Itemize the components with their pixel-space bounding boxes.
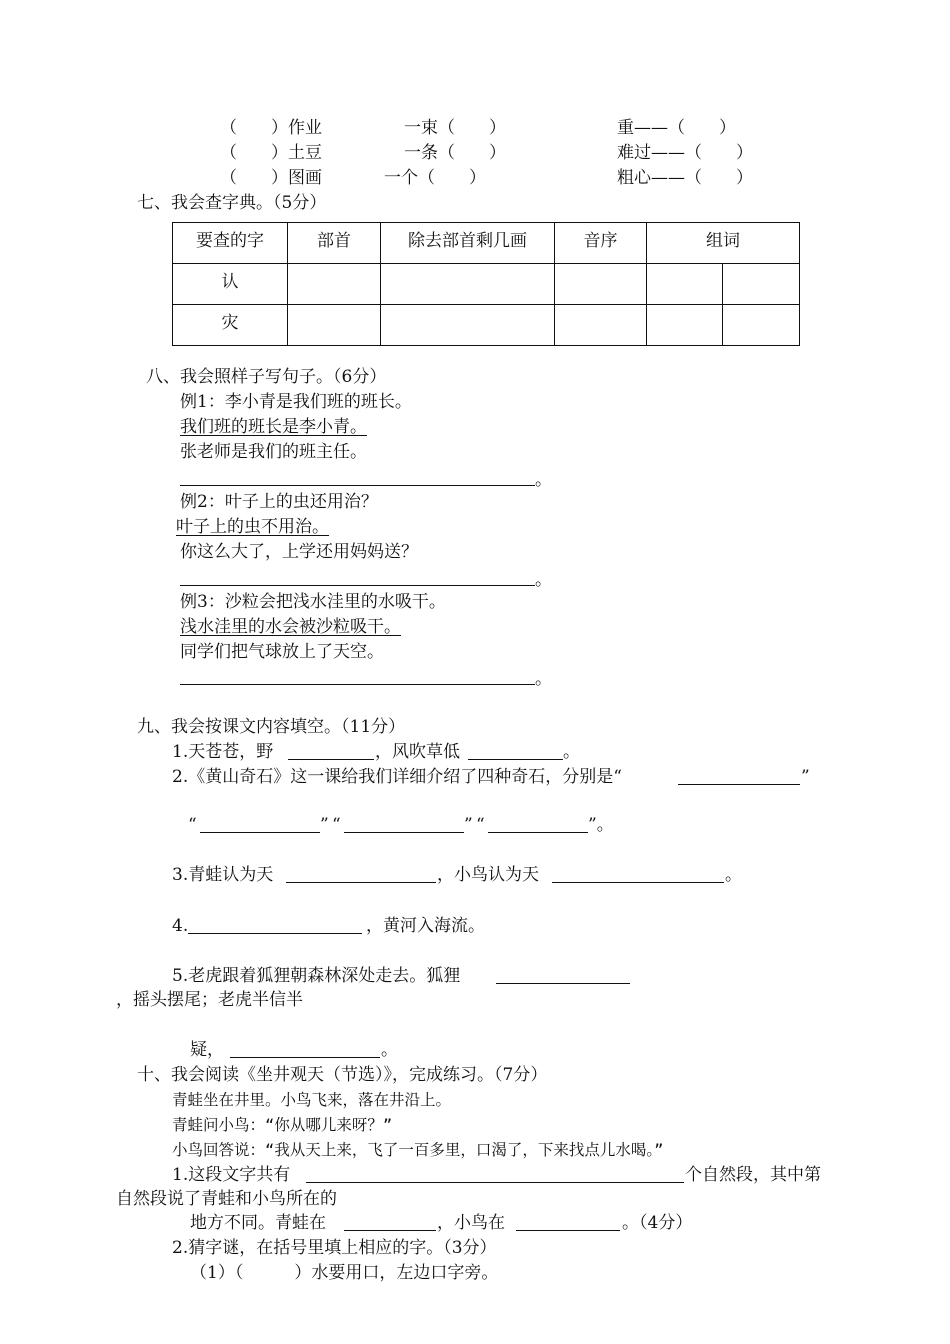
- question-3: 同学们把气球放上了天空。: [180, 642, 384, 662]
- sec10-title: 十、我会阅读《坐井观天（节选）》，完成练习。（7分）: [137, 1065, 548, 1085]
- read-q2: 2.猜字谜，在括号里填上相应的字。（3分）: [172, 1238, 497, 1258]
- blank-5a[interactable]: [496, 983, 630, 984]
- sec6-row2-c: 难过——（ ）: [617, 143, 753, 163]
- blank-2d[interactable]: [488, 832, 588, 833]
- example-3-answer: 浅水洼里的水会被沙粒吸干。: [180, 617, 401, 637]
- fill-3b: ，小鸟认为天: [437, 865, 539, 885]
- blank-3a[interactable]: [286, 882, 436, 883]
- quote-open: “: [476, 815, 485, 835]
- blank-cell[interactable]: [381, 305, 555, 346]
- fill-1b: ，风吹草低: [375, 742, 460, 762]
- table-row: [173, 305, 800, 346]
- example-1-answer: 我们班的班长是李小青。: [180, 417, 367, 437]
- sec7-title: 七、我会查字典。（5分）: [137, 193, 327, 213]
- sec6-row3-a: （ ）图画: [220, 168, 322, 188]
- blank-2a[interactable]: [678, 784, 800, 785]
- riddle-1: （1）（ ）水要用口，左边口字旁。: [190, 1263, 499, 1283]
- fill-3c: 。: [725, 865, 742, 885]
- read-q1a: 1.这段文字共有: [172, 1165, 291, 1185]
- read-q1f: 。（4分）: [622, 1213, 693, 1233]
- header-initial: 音序: [555, 223, 647, 264]
- read-q1e: ，小鸟在: [437, 1213, 505, 1233]
- question-2: 你这么大了，上学还用妈妈送？: [180, 542, 418, 562]
- blank-5b[interactable]: [230, 1057, 380, 1058]
- blank-cell[interactable]: [723, 305, 800, 346]
- table-row: [173, 264, 800, 305]
- example-1: 例1：李小青是我们班的班长。: [180, 392, 412, 412]
- char-cell: 灾: [173, 305, 288, 346]
- fill-4a: 4.: [172, 916, 189, 936]
- header-radical: 部首: [288, 223, 381, 264]
- read-q1c: 自然段说了青蛙和小鸟所在的: [116, 1189, 337, 1209]
- blank-cell[interactable]: [647, 305, 723, 346]
- sec9-title: 九、我会按课文内容填空。（11分）: [137, 717, 406, 737]
- example-3: 例3：沙粒会把浅水洼里的水吸干。: [180, 592, 446, 612]
- example-2-answer: 叶子上的虫不用治。: [176, 517, 329, 537]
- fill-2b: ”: [801, 767, 810, 787]
- header-words: 组词: [647, 223, 800, 264]
- fill-5c: 疑，: [190, 1040, 224, 1060]
- fill-4b: ，黄河入海流。: [366, 916, 485, 936]
- passage-line-3: 小鸟回答说：“我从天上来，飞了一百多里，口渴了，下来找点儿水喝。”: [172, 1141, 664, 1159]
- blank-1a[interactable]: [288, 759, 374, 760]
- fill-5b: ，摇头摆尾；老虎半信半: [116, 990, 303, 1010]
- blank-read-2[interactable]: [344, 1230, 436, 1231]
- fill-5d: 。: [381, 1040, 398, 1060]
- quote-close: ”: [320, 815, 329, 835]
- blank-2b[interactable]: [200, 832, 320, 833]
- blank-1b[interactable]: [468, 759, 563, 760]
- fill-1a: 1.天苍苍，野: [172, 742, 274, 762]
- blank-read-3[interactable]: [516, 1230, 620, 1231]
- question-1: 张老师是我们的班主任。: [180, 442, 367, 462]
- table-header-row: [173, 223, 800, 264]
- sec8-title: 八、我会照样子写句子。（6分）: [146, 367, 387, 387]
- period: 。: [535, 669, 552, 689]
- fill-1c: 。: [563, 742, 580, 762]
- quote-close: ”: [464, 815, 473, 835]
- dictionary-table: [172, 222, 800, 346]
- quote-open: “: [188, 815, 197, 835]
- sec6-row1-b: 一束（ ）: [404, 118, 506, 138]
- blank-cell[interactable]: [723, 264, 800, 305]
- fill-3a: 3.青蛙认为天: [172, 865, 274, 885]
- example-2: 例2：叶子上的虫还用治？: [180, 492, 378, 512]
- fill-2a: 2.《黄山奇石》这一课给我们详细介绍了四种奇石，分别是“: [172, 767, 622, 787]
- blank-read-1[interactable]: [306, 1182, 684, 1183]
- answer-line-3[interactable]: [180, 684, 535, 685]
- passage-line-2: 青蛙问小鸟：“你从哪儿来呀？”: [172, 1116, 393, 1134]
- sec6-row3-c: 粗心——（ ）: [617, 168, 753, 188]
- blank-4[interactable]: [188, 933, 362, 934]
- sec6-row1-c: 重——（ ）: [617, 118, 736, 138]
- answer-line-1[interactable]: [180, 485, 535, 486]
- read-q1d: 地方不同。青蛙在: [190, 1213, 326, 1233]
- sec6-row2-b: 一条（ ）: [404, 143, 506, 163]
- sec6-row1-a: （ ）作业: [220, 118, 322, 138]
- blank-2c[interactable]: [344, 832, 464, 833]
- char-cell: 认: [173, 264, 288, 305]
- read-q1b: 个自然段，其中第: [685, 1165, 821, 1185]
- blank-cell[interactable]: [381, 264, 555, 305]
- period: 。: [535, 470, 552, 490]
- passage-line-1: 青蛙坐在井里。小鸟飞来，落在井沿上。: [172, 1091, 452, 1109]
- blank-cell[interactable]: [647, 264, 723, 305]
- quote-open: “: [332, 815, 341, 835]
- blank-cell[interactable]: [555, 264, 647, 305]
- blank-3b[interactable]: [552, 882, 724, 883]
- sec6-row2-a: （ ）土豆: [220, 143, 322, 163]
- period: 。: [535, 570, 552, 590]
- fill-5a: 5.老虎跟着狐狸朝森林深处走去。狐狸: [172, 966, 461, 986]
- answer-line-2[interactable]: [180, 585, 535, 586]
- blank-cell[interactable]: [555, 305, 647, 346]
- header-char: 要查的字: [173, 223, 288, 264]
- quote-end: ”。: [588, 815, 614, 835]
- blank-cell[interactable]: [288, 305, 381, 346]
- header-strokes: 除去部首剩几画: [381, 223, 555, 264]
- sec6-row3-b: 一个（ ）: [384, 168, 486, 188]
- blank-cell[interactable]: [288, 264, 381, 305]
